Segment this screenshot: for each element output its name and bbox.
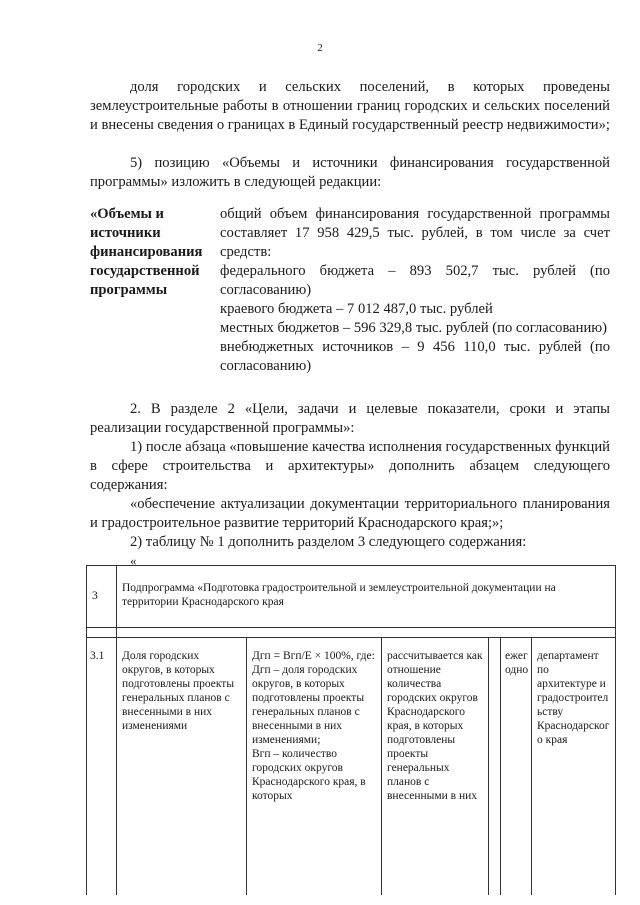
table-border-left [86,565,87,895]
table-col-divider [531,637,532,895]
financing-extrabudgetary: внебюджетных источников – 9 456 110,0 тыс. рублей (по согласованию) [220,339,610,374]
subprogram-title: Подпрограмма «Подготовка градостроительной и землеустроительной документации на территории Краснодарского края [122,582,556,608]
responsible-department: департамент по архитектуре и градостроительству Краснодарского края [537,650,610,746]
table-row-number: 3 [92,590,98,602]
table-row-divider [86,627,616,628]
paragraph-subitem-1: 1) после абзаца «повышение качества исполнения государственных функций в сфере строительства и архитектуры» дополнить абзацем следующего содержания: [90,439,610,493]
formula-description-2: Вгп – количество городских округов Краснодарского края, в которых [252,748,366,802]
financing-total: общий объем финансирования государственной программы составляет 17 958 429,5 тыс. рублей, в том числе за счет средств: [220,206,610,260]
calculation-formula [252,649,376,803]
paragraph-item-5: 5) позицию «Объемы и источники финансирования государственной программы» изложить в следующей редакции: [90,155,610,190]
paragraph-subitem-2: 2) таблицу № 1 дополнить разделом 3 следующего содержания: [130,534,527,550]
paragraph-section-2: 2. В разделе 2 «Цели, задачи и целевые показатели, сроки и этапы реализации государственной программы»: [90,401,610,436]
table-col-divider [500,637,501,895]
financing-label: «Объемы и источники финансирования государственной программы [90,206,203,298]
table-col-divider [246,637,247,895]
financing-local: местных бюджетов – 596 329,8 тыс. рублей (по согласованию) [220,320,608,336]
table-col-divider [381,637,382,895]
reporting-period: ежегодно [505,650,529,676]
table-row-divider [86,637,616,638]
indicator-name: Доля городских округов, в которых подготовлены проекты генеральных планов с внесенными в них изменениями [122,650,235,732]
formula-description: Дгп – доля городских округов, в которых подготовлены проекты генеральных планов с внесенными в них изменениями; [252,664,365,746]
quote-open-mark: « [130,553,137,568]
financing-details [220,205,610,376]
indicator-table [86,565,616,895]
table-col-divider [488,637,489,895]
calculation-method: рассчитывается как отношение количества городских округов Краснодарского края, в которых подготовлены проекты генеральных планов с внесенными в них [387,650,483,802]
table-border-top [86,565,616,566]
formula: Дгп = Вгп/Е × 100%, где: [252,650,375,662]
financing-regional: краевого бюджета – 7 012 487,0 тыс. рублей [220,301,493,317]
page-number: 2 [317,42,323,54]
table-col-divider [116,565,117,895]
table-row-number: 3.1 [90,650,105,662]
financing-federal: федерального бюджета – 893 502,7 тыс. рублей (по согласованию) [220,263,610,298]
paragraph-share-settlements: доля городских и сельских поселений, в которых проведены землеустроительные работы в отношении границ городских и сельских поселений и внесены сведения о границах в Единый государственный реестр недвижимости»; [90,79,610,133]
paragraph-quote-territorial: «обеспечение актуализации документации территориального планирования и градостроительное развитие территорий Краснодарского края;»; [90,496,610,531]
table-border-right [615,565,616,895]
